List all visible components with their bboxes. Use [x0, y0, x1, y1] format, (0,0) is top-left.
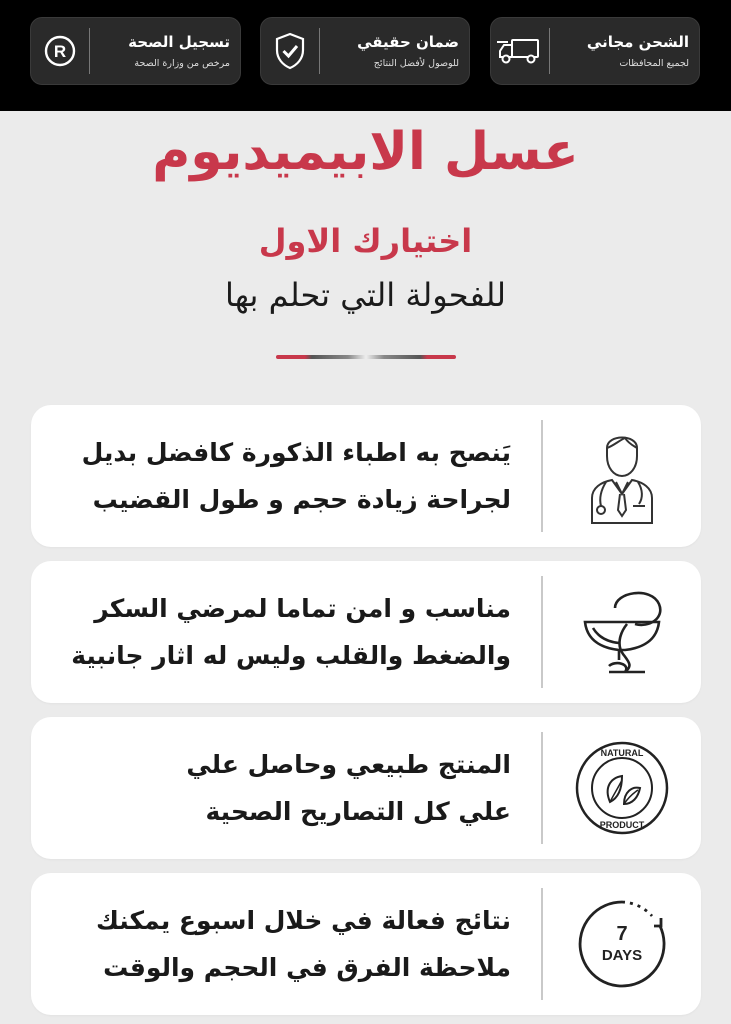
feature-line: ملاحظة الفرق في الحجم والوقت	[103, 953, 511, 982]
feature-line: مناسب و امن تماما لمرضي السكر	[94, 594, 511, 623]
days-number: 7	[616, 923, 628, 945]
top-bar	[0, 0, 731, 111]
badge-title: تسجيل الصحة	[128, 33, 230, 51]
shield-check-icon	[261, 17, 319, 85]
feature-line: والضغط والقلب وليس له اثار جانبية	[71, 641, 511, 670]
badge-subtitle: لجميع المحافظات	[619, 58, 689, 69]
product-title: عسل الابيميديوم	[152, 122, 579, 182]
days-label: DAYS	[601, 947, 643, 964]
delivery-truck-icon	[491, 17, 549, 85]
feature-line: علي كل التصاريح الصحية	[205, 797, 511, 826]
feature-line: يَنصح به اطباء الذكورة كافضل بديل	[81, 438, 511, 467]
natural-label: NATURAL	[600, 748, 644, 758]
badge-guarantee	[260, 17, 470, 85]
doctor-icon	[543, 405, 701, 547]
feature-line: المنتج طبيعي وحاصل علي	[186, 750, 511, 779]
product-subtitle: اختيارك الاول	[258, 222, 473, 260]
product-tagline: للفحولة التي تحلم بها	[225, 276, 506, 314]
badge-free-shipping	[490, 17, 700, 85]
badge-subtitle: مرخص من وزارة الصحة	[134, 58, 230, 69]
product-label: PRODUCT	[599, 820, 645, 830]
feature-line: لجراحة زيادة حجم و طول القضيب	[92, 485, 511, 514]
svg-text:R: R	[53, 42, 67, 61]
badge-subtitle: للوصول لأفضل النتائج	[373, 58, 459, 69]
registered-icon	[31, 17, 89, 85]
feature-line: نتائج فعالة في خلال اسبوع يمكنك	[96, 906, 511, 935]
seven-days-icon	[543, 873, 701, 1015]
badge-title: الشحن مجاني	[586, 33, 689, 51]
feature-card	[31, 405, 701, 547]
pharmacy-bowl-icon	[543, 561, 701, 703]
badge-health-registration	[30, 17, 241, 85]
feature-card	[31, 561, 701, 703]
decorative-divider	[276, 355, 456, 359]
feature-card	[31, 873, 701, 1015]
badge-title: ضمان حقيقي	[357, 33, 459, 51]
natural-product-icon	[543, 717, 701, 859]
feature-card	[31, 717, 701, 859]
